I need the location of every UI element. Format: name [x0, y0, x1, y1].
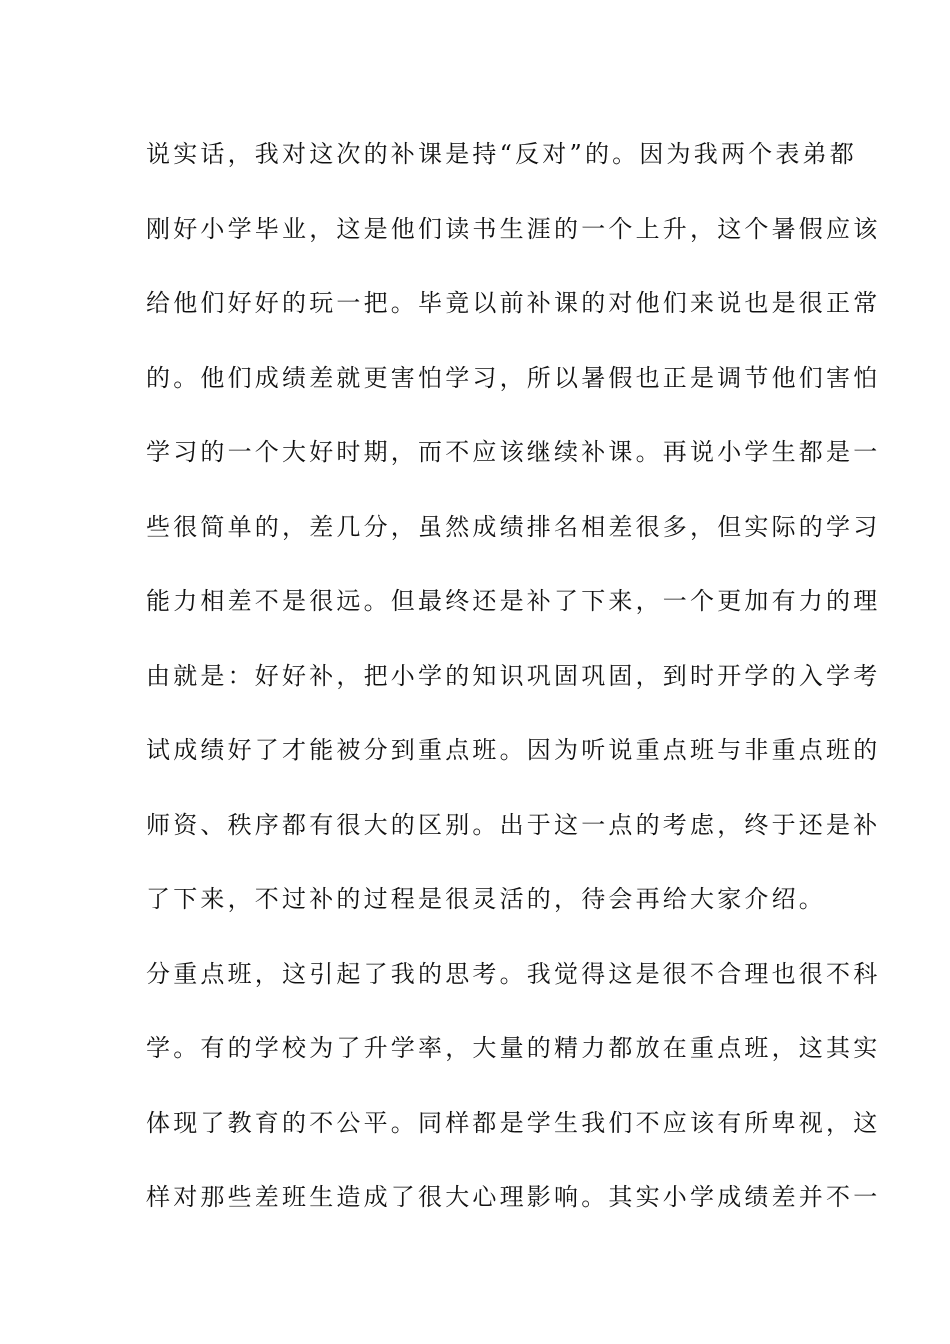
text-line: 说实话，我对这次的补课是持“反对”的。因为我两个表弟都 — [146, 140, 857, 168]
text-line: 由就是：好好补，把小学的知识巩固巩固，到时开学的入学考 — [146, 661, 881, 690]
text-line: 样对那些差班生造成了很大心理影响。其实小学成绩差并不一 — [146, 1183, 881, 1211]
text-line: 师资、秩序都有很大的区别。出于这一点的考虑，终于还是补 — [146, 810, 881, 839]
text-line: 试成绩好了才能被分到重点班。因为听说重点班与非重点班的 — [146, 736, 881, 764]
text-line: 分重点班，这引起了我的思考。我觉得这是很不合理也很不科 — [146, 959, 881, 988]
text-line: 的。他们成绩差就更害怕学习，所以暑假也正是调节他们害怕 — [146, 363, 881, 392]
text-line: 了下来，不过补的过程是很灵活的，待会再给大家介绍。 — [146, 885, 826, 913]
text-line: 体现了教育的不公平。同样都是学生我们不应该有所卑视，这 — [146, 1108, 881, 1137]
body-text — [146, 130, 881, 1248]
text-line: 学。有的学校为了升学率，大量的精力都放在重点班，这其实 — [146, 1034, 881, 1062]
text-line: 些很简单的，差几分，虽然成绩排名相差很多，但实际的学习 — [146, 512, 881, 541]
text-line: 学习的一个大好时期，而不应该继续补课。再说小学生都是一 — [146, 438, 881, 466]
text-line: 能力相差不是很远。但最终还是补了下来，一个更加有力的理 — [146, 587, 881, 615]
text-line: 刚好小学毕业，这是他们读书生涯的一个上升，这个暑假应该 — [146, 214, 881, 243]
text-line: 给他们好好的玩一把。毕竟以前补课的对他们来说也是很正常 — [146, 289, 881, 317]
